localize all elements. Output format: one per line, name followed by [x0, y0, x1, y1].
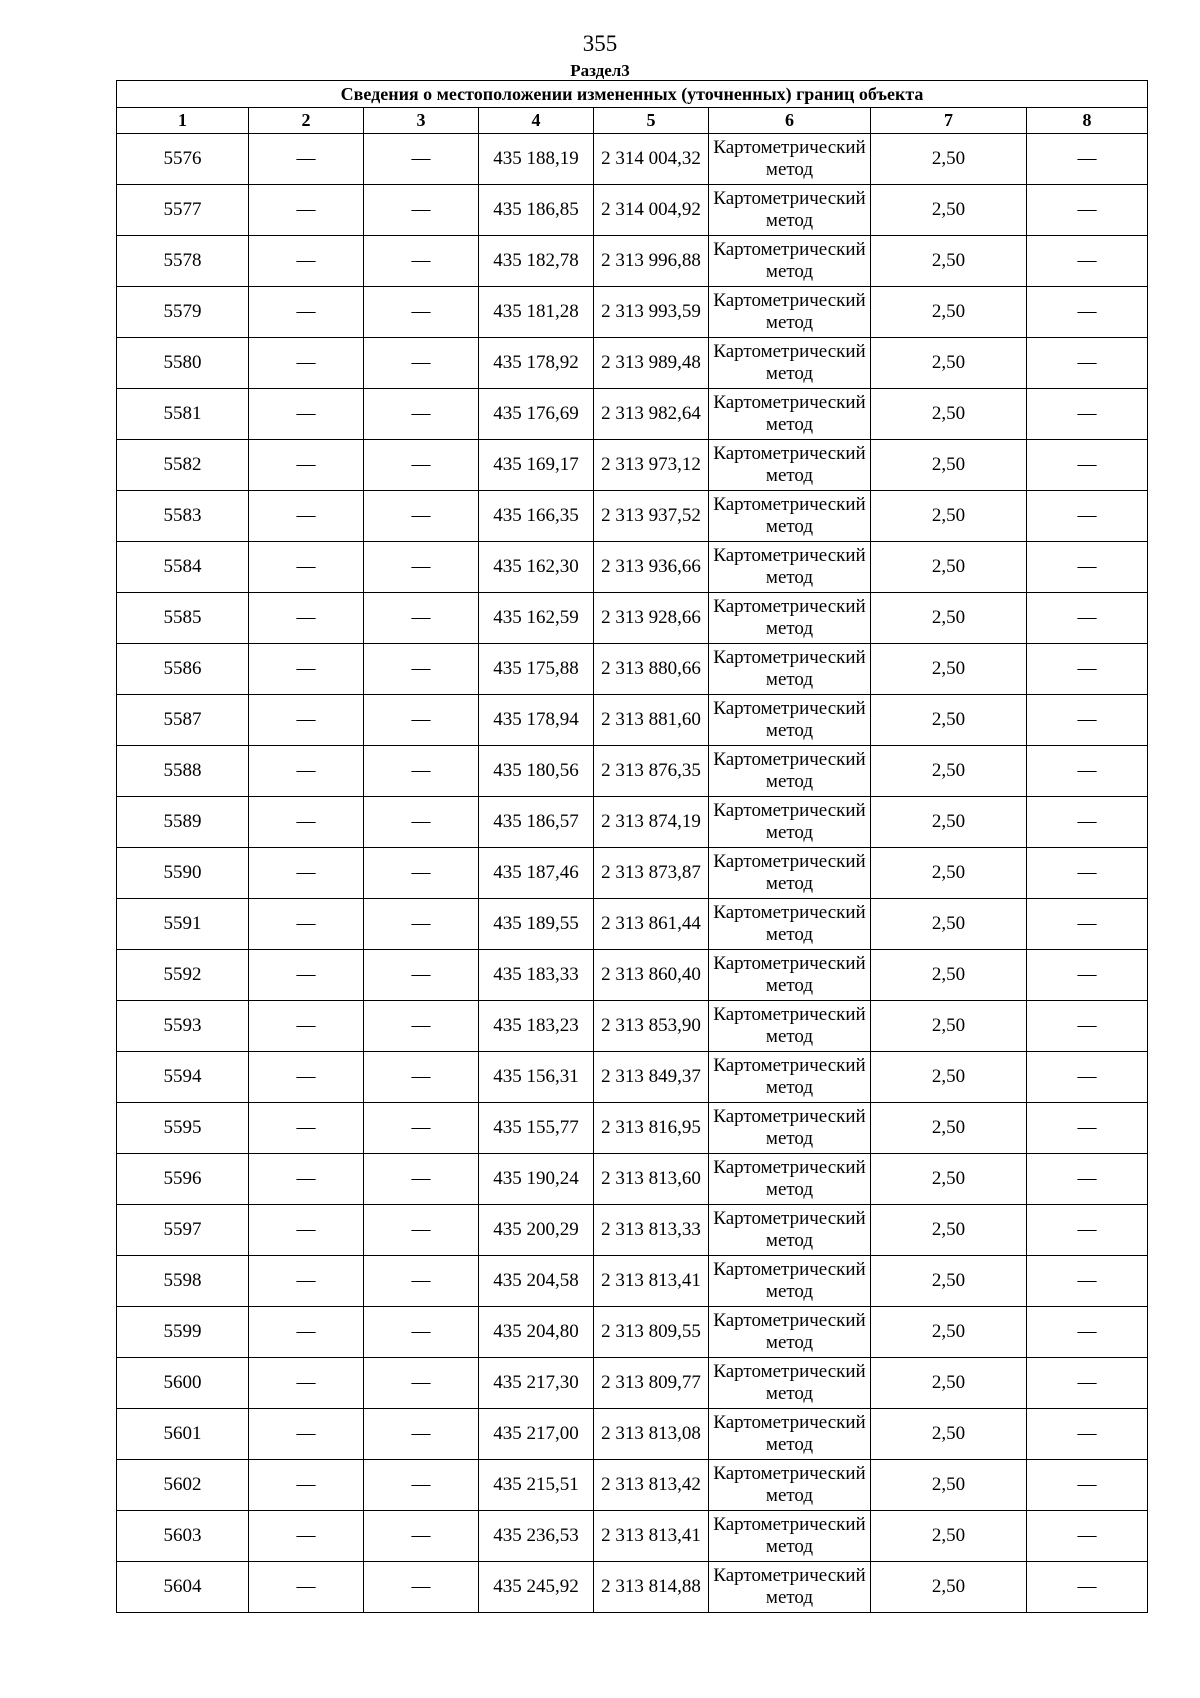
- accuracy-cell: 2,50: [871, 1460, 1027, 1511]
- method-cell: Картометрический метод: [709, 695, 871, 746]
- x-coordinate-cell: 435 176,69: [479, 389, 594, 440]
- point-number-cell: 5591: [117, 899, 249, 950]
- point-number-cell: 5598: [117, 1256, 249, 1307]
- x-coordinate-cell: 435 215,51: [479, 1460, 594, 1511]
- column-3-cell: —: [364, 338, 479, 389]
- column-number: 1: [117, 108, 249, 134]
- column-3-cell: —: [364, 1460, 479, 1511]
- column-3-cell: —: [364, 899, 479, 950]
- accuracy-cell: 2,50: [871, 1154, 1027, 1205]
- point-number-cell: 5599: [117, 1307, 249, 1358]
- column-8-cell: —: [1027, 389, 1148, 440]
- y-coordinate-cell: 2 313 853,90: [594, 1001, 709, 1052]
- y-coordinate-cell: 2 313 816,95: [594, 1103, 709, 1154]
- accuracy-cell: 2,50: [871, 1307, 1027, 1358]
- table-row: [117, 1358, 1148, 1409]
- column-3-cell: —: [364, 236, 479, 287]
- y-coordinate-cell: 2 313 809,55: [594, 1307, 709, 1358]
- column-8-cell: —: [1027, 542, 1148, 593]
- column-3-cell: —: [364, 1103, 479, 1154]
- column-number: 7: [871, 108, 1027, 134]
- x-coordinate-cell: 435 189,55: [479, 899, 594, 950]
- column-2-cell: —: [249, 440, 364, 491]
- x-coordinate-cell: 435 155,77: [479, 1103, 594, 1154]
- x-coordinate-cell: 435 178,92: [479, 338, 594, 389]
- table-row: [117, 338, 1148, 389]
- x-coordinate-cell: 435 181,28: [479, 287, 594, 338]
- x-coordinate-cell: 435 217,00: [479, 1409, 594, 1460]
- column-8-cell: —: [1027, 797, 1148, 848]
- point-number-cell: 5589: [117, 797, 249, 848]
- column-2-cell: —: [249, 1205, 364, 1256]
- method-cell: Картометрический метод: [709, 1358, 871, 1409]
- x-coordinate-cell: 435 236,53: [479, 1511, 594, 1562]
- table-row: [117, 899, 1148, 950]
- column-2-cell: —: [249, 848, 364, 899]
- x-coordinate-cell: 435 156,31: [479, 1052, 594, 1103]
- x-coordinate-cell: 435 204,58: [479, 1256, 594, 1307]
- column-3-cell: —: [364, 1154, 479, 1205]
- column-8-cell: —: [1027, 1562, 1148, 1613]
- table-row: [117, 542, 1148, 593]
- point-number-cell: 5604: [117, 1562, 249, 1613]
- point-number-cell: 5585: [117, 593, 249, 644]
- accuracy-cell: 2,50: [871, 236, 1027, 287]
- y-coordinate-cell: 2 314 004,92: [594, 185, 709, 236]
- y-coordinate-cell: 2 313 849,37: [594, 1052, 709, 1103]
- accuracy-cell: 2,50: [871, 950, 1027, 1001]
- column-8-cell: —: [1027, 1205, 1148, 1256]
- table-row: [117, 389, 1148, 440]
- method-cell: Картометрический метод: [709, 440, 871, 491]
- method-cell: Картометрический метод: [709, 1256, 871, 1307]
- column-3-cell: —: [364, 389, 479, 440]
- x-coordinate-cell: 435 162,59: [479, 593, 594, 644]
- table-row: [117, 134, 1148, 185]
- column-number-row: [117, 108, 1148, 134]
- column-3-cell: —: [364, 1256, 479, 1307]
- point-number-cell: 5596: [117, 1154, 249, 1205]
- point-number-cell: 5586: [117, 644, 249, 695]
- column-8-cell: —: [1027, 440, 1148, 491]
- column-8-cell: —: [1027, 1103, 1148, 1154]
- table-row: [117, 1052, 1148, 1103]
- column-2-cell: —: [249, 1460, 364, 1511]
- y-coordinate-cell: 2 313 973,12: [594, 440, 709, 491]
- column-number: 8: [1027, 108, 1148, 134]
- column-2-cell: —: [249, 695, 364, 746]
- table-row: [117, 1511, 1148, 1562]
- column-3-cell: —: [364, 542, 479, 593]
- column-8-cell: —: [1027, 287, 1148, 338]
- table-row: [117, 440, 1148, 491]
- boundary-coordinates-table: [116, 80, 1148, 1613]
- accuracy-cell: 2,50: [871, 1562, 1027, 1613]
- accuracy-cell: 2,50: [871, 440, 1027, 491]
- point-number-cell: 5590: [117, 848, 249, 899]
- column-8-cell: —: [1027, 1256, 1148, 1307]
- column-3-cell: —: [364, 185, 479, 236]
- column-8-cell: —: [1027, 950, 1148, 1001]
- method-cell: Картометрический метод: [709, 848, 871, 899]
- accuracy-cell: 2,50: [871, 1205, 1027, 1256]
- table-caption: Сведения о местоположении измененных (уточненных) границ объекта: [117, 81, 1148, 108]
- point-number-cell: 5581: [117, 389, 249, 440]
- column-8-cell: —: [1027, 899, 1148, 950]
- y-coordinate-cell: 2 313 880,66: [594, 644, 709, 695]
- point-number-cell: 5584: [117, 542, 249, 593]
- x-coordinate-cell: 435 183,23: [479, 1001, 594, 1052]
- accuracy-cell: 2,50: [871, 593, 1027, 644]
- x-coordinate-cell: 435 190,24: [479, 1154, 594, 1205]
- method-cell: Картометрический метод: [709, 593, 871, 644]
- method-cell: Картометрический метод: [709, 644, 871, 695]
- column-8-cell: —: [1027, 1307, 1148, 1358]
- table-row: [117, 1103, 1148, 1154]
- point-number-cell: 5595: [117, 1103, 249, 1154]
- accuracy-cell: 2,50: [871, 797, 1027, 848]
- accuracy-cell: 2,50: [871, 389, 1027, 440]
- column-3-cell: —: [364, 746, 479, 797]
- point-number-cell: 5588: [117, 746, 249, 797]
- y-coordinate-cell: 2 313 937,52: [594, 491, 709, 542]
- point-number-cell: 5576: [117, 134, 249, 185]
- column-3-cell: —: [364, 593, 479, 644]
- method-cell: Картометрический метод: [709, 1154, 871, 1205]
- point-number-cell: 5593: [117, 1001, 249, 1052]
- method-cell: Картометрический метод: [709, 1052, 871, 1103]
- y-coordinate-cell: 2 313 881,60: [594, 695, 709, 746]
- column-3-cell: —: [364, 1409, 479, 1460]
- table-row: [117, 950, 1148, 1001]
- table-row: [117, 1256, 1148, 1307]
- method-cell: Картометрический метод: [709, 1511, 871, 1562]
- column-2-cell: —: [249, 950, 364, 1001]
- column-8-cell: —: [1027, 1358, 1148, 1409]
- column-3-cell: —: [364, 797, 479, 848]
- method-cell: Картометрический метод: [709, 287, 871, 338]
- column-2-cell: —: [249, 287, 364, 338]
- column-2-cell: —: [249, 1256, 364, 1307]
- point-number-cell: 5601: [117, 1409, 249, 1460]
- column-3-cell: —: [364, 1511, 479, 1562]
- table-row: [117, 491, 1148, 542]
- column-2-cell: —: [249, 185, 364, 236]
- method-cell: Картометрический метод: [709, 134, 871, 185]
- method-cell: Картометрический метод: [709, 1001, 871, 1052]
- accuracy-cell: 2,50: [871, 1511, 1027, 1562]
- point-number-cell: 5592: [117, 950, 249, 1001]
- x-coordinate-cell: 435 175,88: [479, 644, 594, 695]
- column-8-cell: —: [1027, 1001, 1148, 1052]
- method-cell: Картометрический метод: [709, 1460, 871, 1511]
- method-cell: Картометрический метод: [709, 389, 871, 440]
- x-coordinate-cell: 435 182,78: [479, 236, 594, 287]
- method-cell: Картометрический метод: [709, 1562, 871, 1613]
- column-8-cell: —: [1027, 1511, 1148, 1562]
- column-2-cell: —: [249, 1103, 364, 1154]
- point-number-cell: 5597: [117, 1205, 249, 1256]
- x-coordinate-cell: 435 180,56: [479, 746, 594, 797]
- y-coordinate-cell: 2 313 928,66: [594, 593, 709, 644]
- column-2-cell: —: [249, 491, 364, 542]
- y-coordinate-cell: 2 313 813,33: [594, 1205, 709, 1256]
- x-coordinate-cell: 435 178,94: [479, 695, 594, 746]
- x-coordinate-cell: 435 204,80: [479, 1307, 594, 1358]
- method-cell: Картометрический метод: [709, 746, 871, 797]
- y-coordinate-cell: 2 313 814,88: [594, 1562, 709, 1613]
- column-3-cell: —: [364, 491, 479, 542]
- column-8-cell: —: [1027, 644, 1148, 695]
- accuracy-cell: 2,50: [871, 185, 1027, 236]
- column-number: 6: [709, 108, 871, 134]
- table-row: [117, 185, 1148, 236]
- accuracy-cell: 2,50: [871, 338, 1027, 389]
- column-number: 2: [249, 108, 364, 134]
- accuracy-cell: 2,50: [871, 848, 1027, 899]
- column-2-cell: —: [249, 1409, 364, 1460]
- column-3-cell: —: [364, 134, 479, 185]
- column-8-cell: —: [1027, 491, 1148, 542]
- x-coordinate-cell: 435 169,17: [479, 440, 594, 491]
- x-coordinate-cell: 435 183,33: [479, 950, 594, 1001]
- table-row: [117, 1409, 1148, 1460]
- table-row: [117, 746, 1148, 797]
- table-row: [117, 848, 1148, 899]
- column-2-cell: —: [249, 389, 364, 440]
- accuracy-cell: 2,50: [871, 134, 1027, 185]
- method-cell: Картометрический метод: [709, 1307, 871, 1358]
- y-coordinate-cell: 2 313 860,40: [594, 950, 709, 1001]
- accuracy-cell: 2,50: [871, 1052, 1027, 1103]
- table-row: [117, 1307, 1148, 1358]
- y-coordinate-cell: 2 313 813,08: [594, 1409, 709, 1460]
- table-row: [117, 1562, 1148, 1613]
- method-cell: Картометрический метод: [709, 1103, 871, 1154]
- y-coordinate-cell: 2 313 809,77: [594, 1358, 709, 1409]
- x-coordinate-cell: 435 217,30: [479, 1358, 594, 1409]
- table-row: [117, 797, 1148, 848]
- y-coordinate-cell: 2 313 876,35: [594, 746, 709, 797]
- column-3-cell: —: [364, 1307, 479, 1358]
- table-row: [117, 287, 1148, 338]
- x-coordinate-cell: 435 200,29: [479, 1205, 594, 1256]
- column-number: 5: [594, 108, 709, 134]
- accuracy-cell: 2,50: [871, 1103, 1027, 1154]
- x-coordinate-cell: 435 188,19: [479, 134, 594, 185]
- column-3-cell: —: [364, 1205, 479, 1256]
- column-3-cell: —: [364, 848, 479, 899]
- column-2-cell: —: [249, 134, 364, 185]
- x-coordinate-cell: 435 186,85: [479, 185, 594, 236]
- column-2-cell: —: [249, 797, 364, 848]
- column-2-cell: —: [249, 1511, 364, 1562]
- y-coordinate-cell: 2 313 936,66: [594, 542, 709, 593]
- column-8-cell: —: [1027, 338, 1148, 389]
- point-number-cell: 5577: [117, 185, 249, 236]
- point-number-cell: 5580: [117, 338, 249, 389]
- table-row: [117, 1001, 1148, 1052]
- column-2-cell: —: [249, 338, 364, 389]
- method-cell: Картометрический метод: [709, 797, 871, 848]
- method-cell: Картометрический метод: [709, 1205, 871, 1256]
- column-2-cell: —: [249, 1052, 364, 1103]
- y-coordinate-cell: 2 314 004,32: [594, 134, 709, 185]
- method-cell: Картометрический метод: [709, 950, 871, 1001]
- accuracy-cell: 2,50: [871, 1409, 1027, 1460]
- column-3-cell: —: [364, 1562, 479, 1613]
- column-8-cell: —: [1027, 1409, 1148, 1460]
- table-row: [117, 644, 1148, 695]
- y-coordinate-cell: 2 313 813,60: [594, 1154, 709, 1205]
- point-number-cell: 5594: [117, 1052, 249, 1103]
- accuracy-cell: 2,50: [871, 695, 1027, 746]
- column-2-cell: —: [249, 899, 364, 950]
- accuracy-cell: 2,50: [871, 287, 1027, 338]
- method-cell: Картометрический метод: [709, 491, 871, 542]
- method-cell: Картометрический метод: [709, 185, 871, 236]
- column-2-cell: —: [249, 1562, 364, 1613]
- table-row: [117, 236, 1148, 287]
- column-2-cell: —: [249, 1001, 364, 1052]
- method-cell: Картометрический метод: [709, 338, 871, 389]
- column-8-cell: —: [1027, 134, 1148, 185]
- column-8-cell: —: [1027, 1154, 1148, 1205]
- table-row: [117, 1154, 1148, 1205]
- point-number-cell: 5603: [117, 1511, 249, 1562]
- method-cell: Картометрический метод: [709, 1409, 871, 1460]
- column-3-cell: —: [364, 440, 479, 491]
- column-number: 4: [479, 108, 594, 134]
- table-row: [117, 1205, 1148, 1256]
- column-3-cell: —: [364, 950, 479, 1001]
- section-label: Раздел3: [570, 61, 630, 80]
- point-number-cell: 5600: [117, 1358, 249, 1409]
- accuracy-cell: 2,50: [871, 746, 1027, 797]
- x-coordinate-cell: 435 245,92: [479, 1562, 594, 1613]
- column-2-cell: —: [249, 1307, 364, 1358]
- point-number-cell: 5587: [117, 695, 249, 746]
- method-cell: Картометрический метод: [709, 899, 871, 950]
- column-2-cell: —: [249, 746, 364, 797]
- column-8-cell: —: [1027, 593, 1148, 644]
- column-3-cell: —: [364, 1052, 479, 1103]
- x-coordinate-cell: 435 186,57: [479, 797, 594, 848]
- column-3-cell: —: [364, 644, 479, 695]
- y-coordinate-cell: 2 313 874,19: [594, 797, 709, 848]
- column-2-cell: —: [249, 593, 364, 644]
- y-coordinate-cell: 2 313 813,41: [594, 1511, 709, 1562]
- method-cell: Картометрический метод: [709, 236, 871, 287]
- accuracy-cell: 2,50: [871, 899, 1027, 950]
- y-coordinate-cell: 2 313 989,48: [594, 338, 709, 389]
- y-coordinate-cell: 2 313 861,44: [594, 899, 709, 950]
- point-number-cell: 5602: [117, 1460, 249, 1511]
- page-number: 355: [582, 31, 618, 56]
- column-2-cell: —: [249, 542, 364, 593]
- column-2-cell: —: [249, 236, 364, 287]
- point-number-cell: 5578: [117, 236, 249, 287]
- accuracy-cell: 2,50: [871, 542, 1027, 593]
- x-coordinate-cell: 435 162,30: [479, 542, 594, 593]
- column-2-cell: —: [249, 1358, 364, 1409]
- x-coordinate-cell: 435 187,46: [479, 848, 594, 899]
- column-2-cell: —: [249, 1154, 364, 1205]
- table-row: [117, 1460, 1148, 1511]
- column-8-cell: —: [1027, 185, 1148, 236]
- y-coordinate-cell: 2 313 873,87: [594, 848, 709, 899]
- accuracy-cell: 2,50: [871, 1358, 1027, 1409]
- column-8-cell: —: [1027, 1460, 1148, 1511]
- x-coordinate-cell: 435 166,35: [479, 491, 594, 542]
- column-8-cell: —: [1027, 1052, 1148, 1103]
- y-coordinate-cell: 2 313 993,59: [594, 287, 709, 338]
- accuracy-cell: 2,50: [871, 1001, 1027, 1052]
- y-coordinate-cell: 2 313 996,88: [594, 236, 709, 287]
- table-row: [117, 695, 1148, 746]
- accuracy-cell: 2,50: [871, 644, 1027, 695]
- method-cell: Картометрический метод: [709, 542, 871, 593]
- column-2-cell: —: [249, 644, 364, 695]
- y-coordinate-cell: 2 313 813,41: [594, 1256, 709, 1307]
- table-row: [117, 593, 1148, 644]
- y-coordinate-cell: 2 313 813,42: [594, 1460, 709, 1511]
- column-3-cell: —: [364, 1001, 479, 1052]
- accuracy-cell: 2,50: [871, 491, 1027, 542]
- column-8-cell: —: [1027, 746, 1148, 797]
- column-3-cell: —: [364, 1358, 479, 1409]
- column-3-cell: —: [364, 695, 479, 746]
- column-number: 3: [364, 108, 479, 134]
- column-8-cell: —: [1027, 848, 1148, 899]
- column-8-cell: —: [1027, 236, 1148, 287]
- accuracy-cell: 2,50: [871, 1256, 1027, 1307]
- point-number-cell: 5579: [117, 287, 249, 338]
- column-8-cell: —: [1027, 695, 1148, 746]
- point-number-cell: 5583: [117, 491, 249, 542]
- point-number-cell: 5582: [117, 440, 249, 491]
- column-3-cell: —: [364, 287, 479, 338]
- y-coordinate-cell: 2 313 982,64: [594, 389, 709, 440]
